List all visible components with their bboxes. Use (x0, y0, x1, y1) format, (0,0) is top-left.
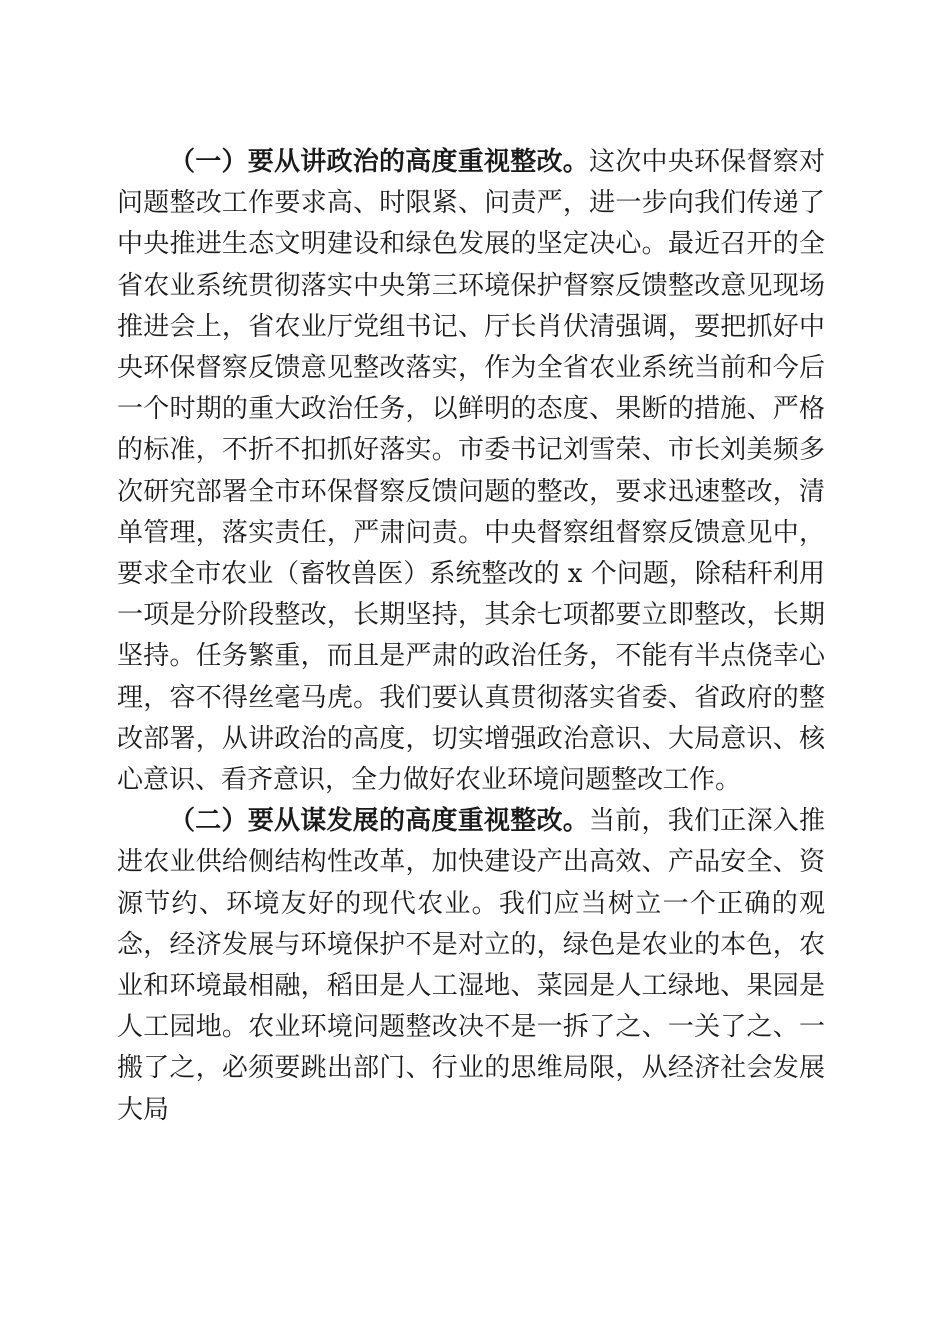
paragraph-2-body: 当前，我们正深入推进农业供给侧结构性改革，加快建设产出高效、产品安全、资源节约、环境友好的现代农业。我们应当树立一个正确的观念，经济发展与环境保护不是对立的，绿色是农业的本色，农业和环境最相融，稻田是人工湿地、菜园是人工绿地、果园是人工园地。农业环境问题整改决不是一拆了之、一关了之、一搬了之，必须要跳出部门、行业的思维局限，从经济社会发展大局 (117, 806, 825, 1125)
paragraph-2 (117, 801, 825, 1131)
paragraph-2-heading: （二）要从谋发展的高度重视整改。 (169, 806, 589, 837)
paragraph-1 (117, 142, 825, 801)
document-body (117, 142, 825, 1131)
paragraph-1-heading: （一）要从讲政治的高度重视整改。 (169, 147, 589, 177)
paragraph-1-body: 这次中央环保督察对问题整改工作要求高、时限紧、问责严，进一步向我们传递了中央推进生态文明建设和绿色发展的坚定决心。最近召开的全省农业系统贯彻落实中央第三环境保护督察反馈整改意见现场推进会上，省农业厅党组书记、厅长肖伏清强调，要把抓好中央环保督察反馈意见整改落实，作为全省农业系统当前和今后一个时期的重大政治任务，以鲜明的态度、果断的措施、严格的标准，不折不扣抓好落实。市委书记刘雪荣、市长刘美频多次研究部署全市环保督察反馈问题的整改，要求迅速整改，清单管理，落实责任，严肃问责。中央督察组督察反馈意见中，要求全市农业（畜牧兽医）系统整改的 x 个问题，除秸秆利用一项是分阶段整改，长期坚持，其余七项都要立即整改，长期坚持。任务繁重，而且是严肃的政治任务，不能有半点侥幸心理，容不得丝毫马虎。我们要认真贯彻落实省委、省政府的整改部署，从讲政治的高度，切实增强政治意识、大局意识、核心意识、看齐意识，全力做好农业环境问题整改工作。 (117, 147, 825, 796)
